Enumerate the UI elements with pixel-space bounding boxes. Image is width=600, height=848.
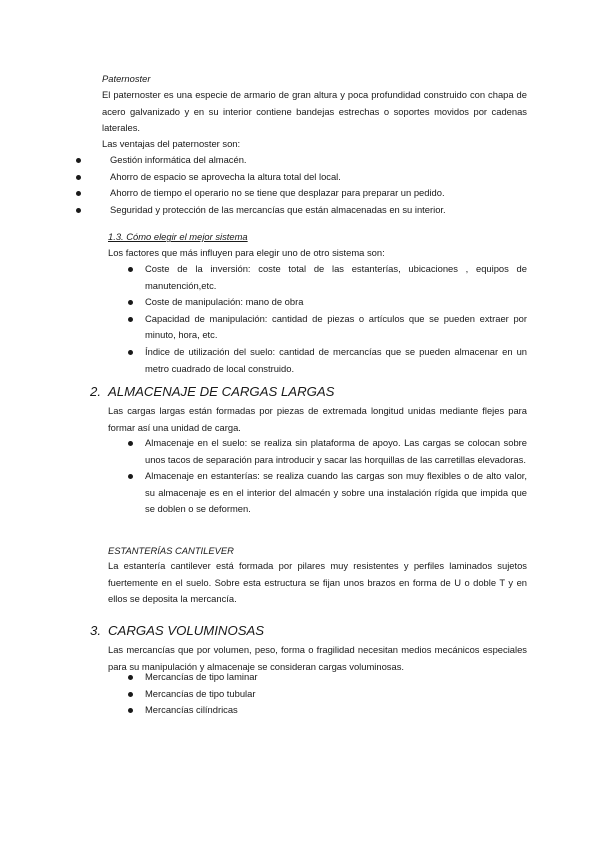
section-3-paragraph: Las mercancías que por volumen, peso, forma o fragilidad necesitan medios mecánicos especiales para su manipulación y almacenaje se consideran cargas voluminosas. — [108, 644, 527, 672]
cantilever-title: ESTANTERÍAS CANTILEVER — [108, 545, 234, 556]
section-2-number: 2. — [90, 384, 101, 399]
ventajas-intro: Las ventajas del paternoster son: — [102, 138, 241, 149]
section-3-list — [145, 669, 527, 719]
list-item: Almacenaje en estanterías: se realiza cuando las cargas son muy flexibles o de alto valor, su almacenaje es en el interior del almacén y sobre una instalación rígida que impida que se doblen o se deformen. — [145, 468, 527, 518]
cantilever-paragraph: La estantería cantilever está formada por pilares muy resistentes y perfiles laminados sujetos fuertemente en el suelo. Sobre esta estructura se fijan unos brazos en forma de U o doble T y en ellos se deposita la mercancía. — [108, 560, 527, 605]
list-item: Ahorro de espacio se aprovecha la altura total del local. — [88, 169, 528, 186]
section-2-heading — [90, 383, 334, 401]
factores-list — [145, 261, 527, 377]
section-2-paragraph: Las cargas largas están formadas por piezas de extremada longitud unidas mediante flejes para formar así una unidad de carga. — [108, 405, 527, 433]
list-item: Almacenaje en el suelo: se realiza sin plataforma de apoyo. Las cargas se colocan sobre unos tacos de separación para introducir y sacar las horquillas de las carretillas elevadoras. — [145, 435, 527, 468]
section-3-number: 3. — [90, 623, 101, 638]
list-item: Mercancías cilíndricas — [145, 702, 527, 719]
paternoster-title: Paternoster — [102, 73, 151, 84]
list-item: Capacidad de manipulación: cantidad de piezas o artículos que se pueden extraer por minuto, hora, etc. — [145, 311, 527, 344]
paternoster-paragraph: El paternoster es una especie de armario de gran altura y poca profundidad construido con chapa de acero galvanizado y en su interior contiene bandejas estrechas o soportes movidos por cadenas laterales. — [102, 89, 527, 134]
section-2-list — [145, 435, 527, 518]
factores-intro: Los factores que más influyen para elegir uno de otro sistema son: — [108, 247, 385, 258]
ventajas-list — [88, 152, 528, 218]
list-item: Gestión informática del almacén. — [88, 152, 528, 169]
section-1-3-heading: 1.3. Cómo elegir el mejor sistema — [108, 231, 248, 242]
list-item: Coste de manipulación: mano de obra — [145, 294, 527, 311]
list-item: Seguridad y protección de las mercancías que están almacenadas en su interior. — [88, 202, 528, 219]
section-2-title: ALMACENAJE DE CARGAS LARGAS — [108, 384, 335, 399]
list-item: Ahorro de tiempo el operario no se tiene que desplazar para preparar un pedido. — [88, 185, 528, 202]
list-item: Mercancías de tipo tubular — [145, 686, 527, 703]
section-3-heading — [90, 622, 264, 640]
list-item: Coste de la inversión: coste total de las estanterías, ubicaciones , equipos de manutención,etc. — [145, 261, 527, 294]
list-item: Mercancías de tipo laminar — [145, 669, 527, 686]
list-item: Índice de utilización del suelo: cantidad de mercancías que se pueden almacenar en un metro cuadrado de local construido. — [145, 344, 527, 377]
section-3-title: CARGAS VOLUMINOSAS — [108, 623, 265, 638]
